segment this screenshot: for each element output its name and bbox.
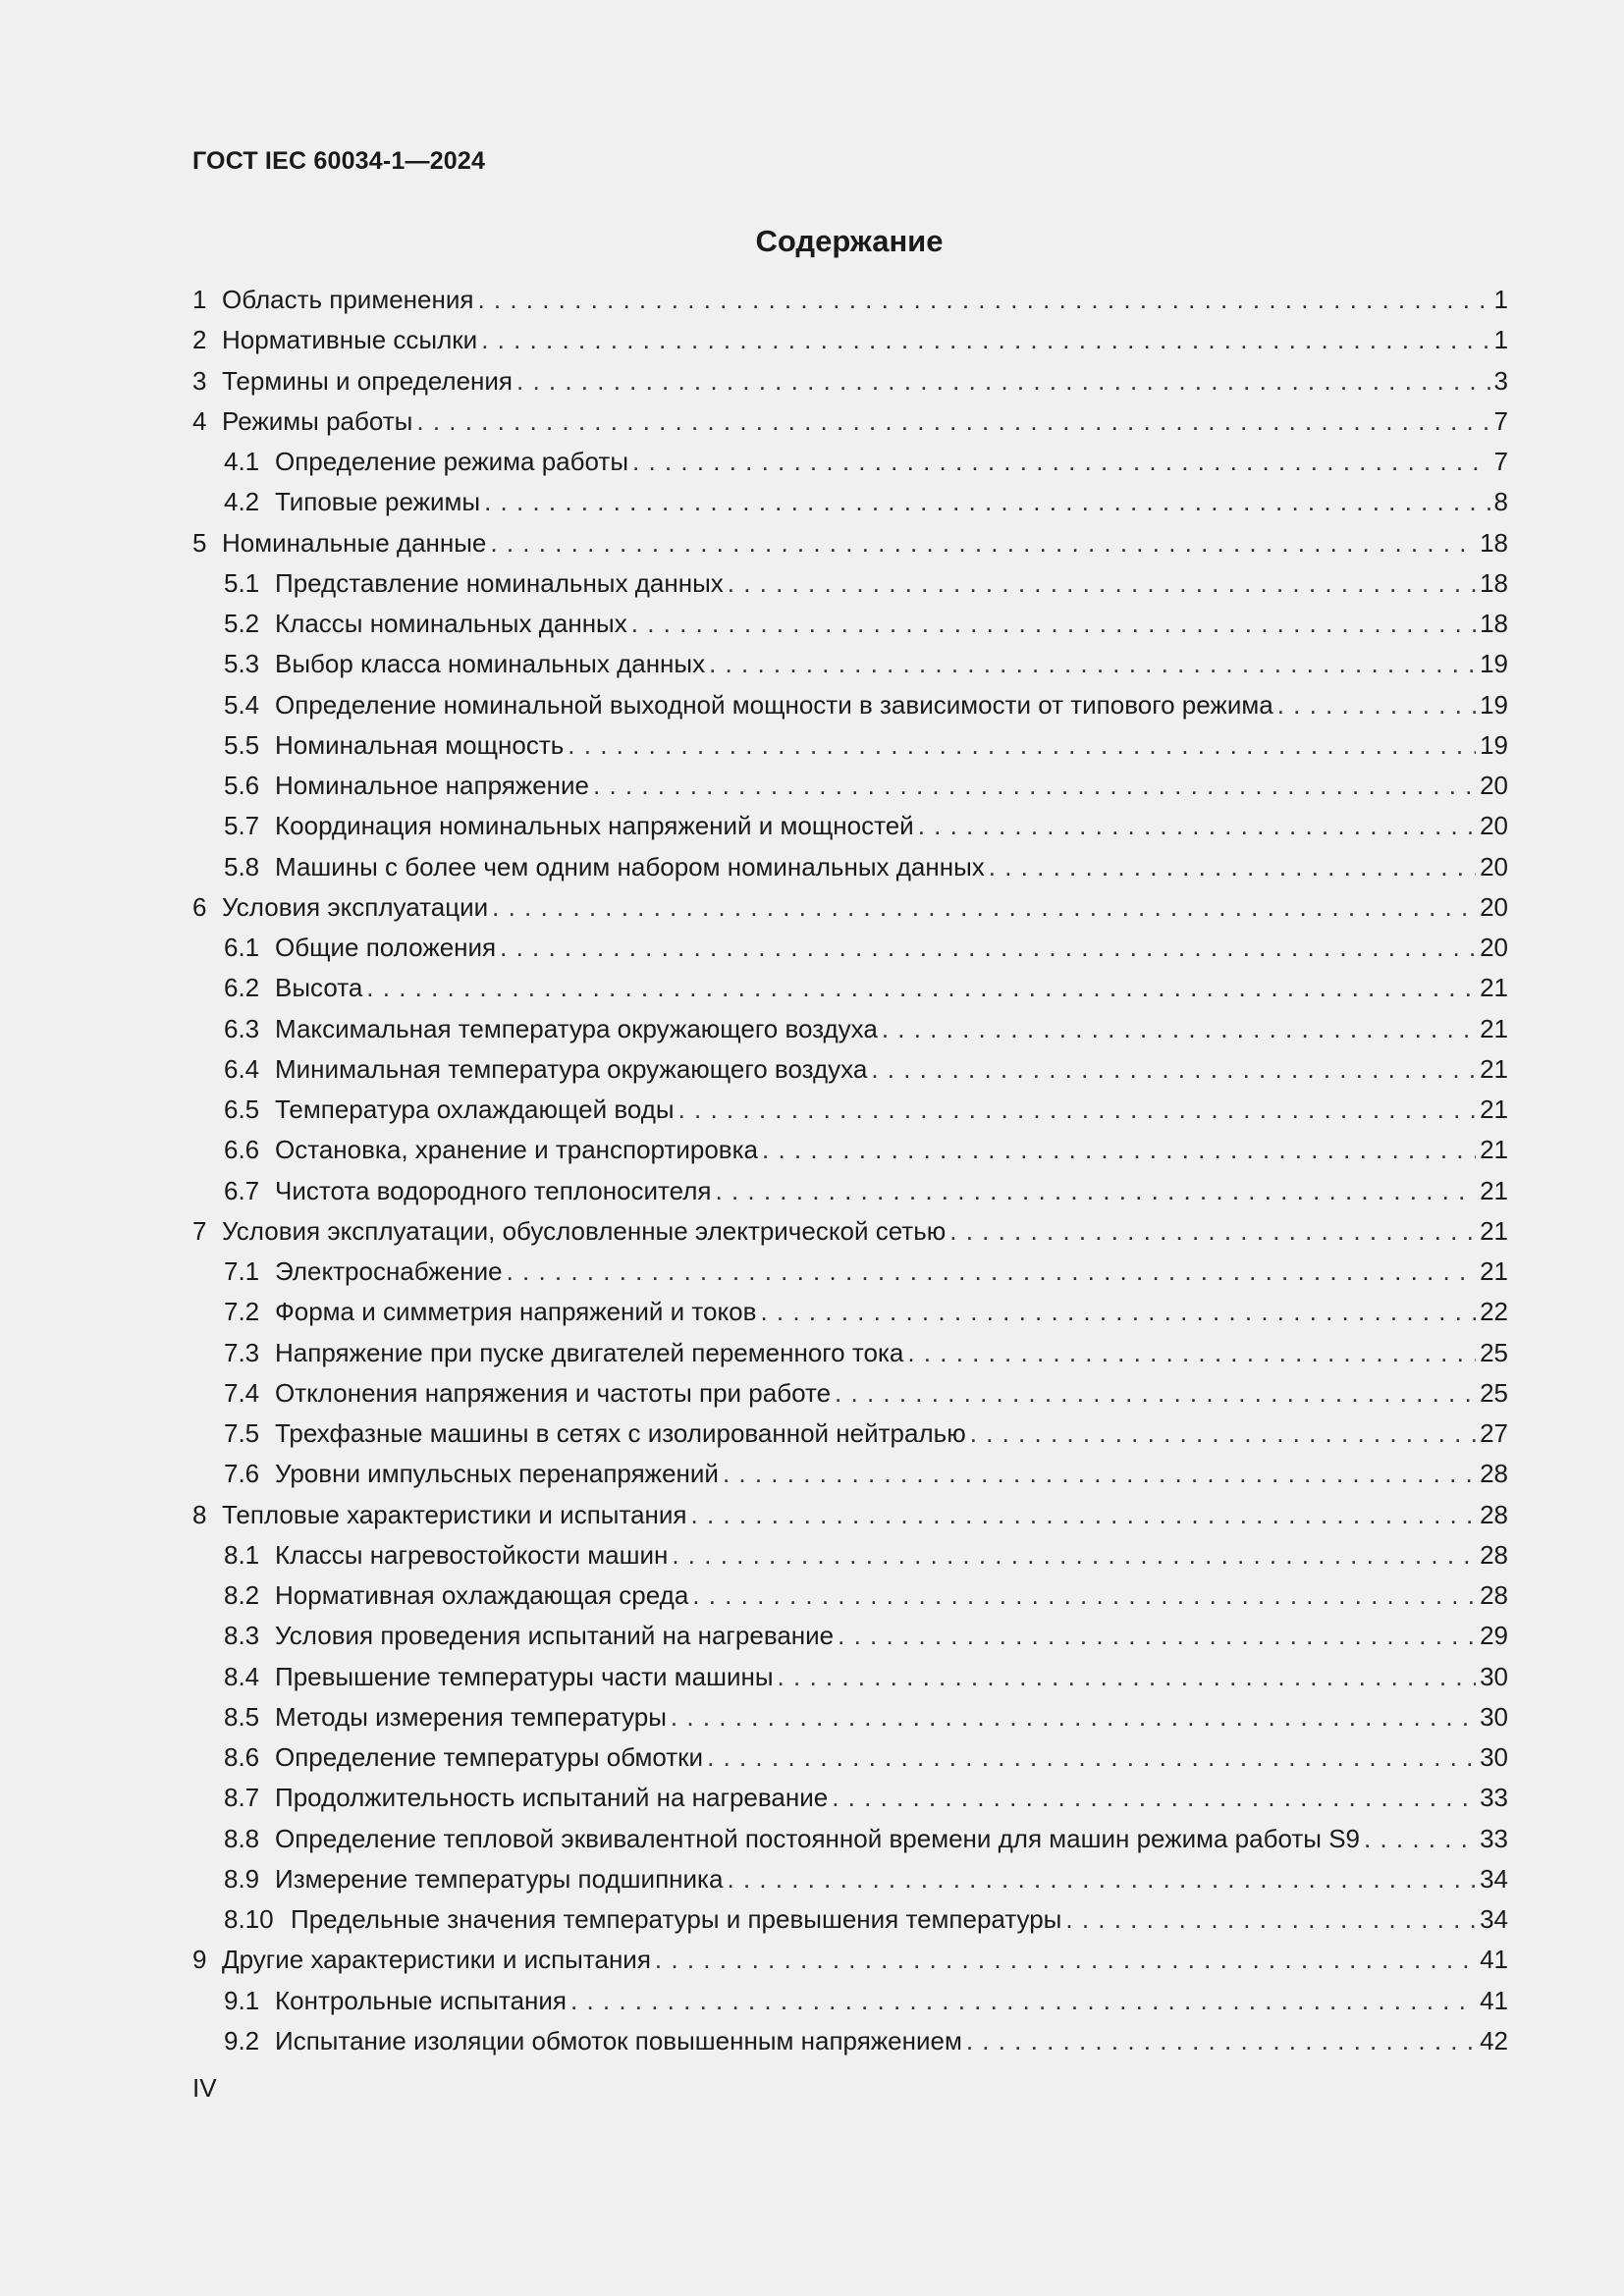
toc-dot-leader <box>918 811 1476 841</box>
toc-entry-title: Условия проведения испытаний на нагревание <box>275 1621 835 1651</box>
toc-entry-page: 8 <box>1493 487 1508 517</box>
toc-entry-title: Выбор класса номинальных данных <box>275 649 706 679</box>
toc-entry[interactable] <box>192 811 1508 851</box>
toc-entry[interactable] <box>192 1418 1508 1459</box>
toc-dot-leader <box>835 1378 1476 1409</box>
toc-dot-leader <box>707 1742 1476 1773</box>
toc-entry[interactable] <box>192 1904 1508 1945</box>
toc-entry[interactable] <box>192 1378 1508 1418</box>
toc-entry-page: 18 <box>1480 609 1508 638</box>
toc-entry-page: 22 <box>1480 1297 1508 1327</box>
toc-entry-number: 6.4 <box>224 1053 260 1084</box>
toc-dot-leader <box>632 447 1490 477</box>
toc-entry[interactable] <box>192 1095 1508 1135</box>
toc-entry-number: 8.1 <box>224 1539 260 1570</box>
toc-entry-number: 9 <box>192 1945 207 1975</box>
toc-entry[interactable] <box>192 528 1508 568</box>
toc-dot-leader <box>500 933 1476 963</box>
toc-entry-page: 21 <box>1480 1256 1508 1286</box>
toc-dot-leader <box>655 1945 1476 1975</box>
toc-entry-page: 34 <box>1480 1863 1508 1894</box>
toc-dot-leader <box>568 730 1476 761</box>
document-code: ГОСТ IEC 60034-1—2024 <box>192 147 486 175</box>
toc-dot-leader <box>516 366 1490 397</box>
toc-entry[interactable] <box>192 609 1508 649</box>
toc-dot-leader <box>907 1338 1476 1368</box>
toc-entry-page: 33 <box>1480 1783 1508 1813</box>
toc-entry-number: 7.1 <box>224 1256 260 1286</box>
toc-entry[interactable] <box>192 487 1508 527</box>
toc-entry[interactable] <box>192 366 1508 406</box>
toc-entry[interactable] <box>192 933 1508 973</box>
toc-dot-leader <box>1364 1824 1476 1854</box>
toc-entry[interactable] <box>192 1459 1508 1499</box>
toc-entry-page: 41 <box>1480 1985 1508 2015</box>
toc-entry[interactable] <box>192 447 1508 487</box>
toc-dot-leader <box>709 649 1476 679</box>
toc-entry-title: Превышение температуры части машины <box>275 1661 774 1691</box>
toc-entry-number: 8.6 <box>224 1742 260 1772</box>
toc-entry-title: Максимальная температура окружающего воздуха <box>275 1013 878 1043</box>
table-of-contents <box>192 285 1508 2066</box>
toc-dot-leader <box>838 1621 1476 1651</box>
toc-entry-title: Номинальные данные <box>222 527 487 558</box>
toc-dot-leader <box>970 1418 1476 1449</box>
toc-entry-title: Определение номинальной выходной мощности в зависимости от типового режима <box>275 689 1273 720</box>
toc-entry-page: 3 <box>1493 365 1508 396</box>
toc-entry-title: Методы измерения температуры <box>275 1701 667 1732</box>
toc-entry[interactable] <box>192 1864 1508 1904</box>
toc-entry[interactable] <box>192 892 1508 933</box>
toc-entry-number: 4 <box>192 405 207 436</box>
toc-entry[interactable] <box>192 973 1508 1013</box>
toc-entry[interactable] <box>192 1580 1508 1621</box>
toc-entry-title: Термины и определения <box>222 365 514 396</box>
page-number: IV <box>192 2073 217 2103</box>
toc-dot-leader <box>691 1500 1477 1530</box>
toc-entry[interactable] <box>192 1824 1508 1864</box>
toc-dot-leader <box>366 973 1476 1003</box>
toc-entry-page: 30 <box>1480 1742 1508 1772</box>
toc-dot-leader <box>671 1702 1476 1733</box>
toc-entry-title: Чистота водородного теплоносителя <box>275 1175 712 1205</box>
toc-dot-leader <box>832 1783 1476 1813</box>
toc-entry-page: 33 <box>1480 1823 1508 1853</box>
toc-entry-number: 5.7 <box>224 811 260 841</box>
toc-entry-number: 8.7 <box>224 1783 260 1813</box>
toc-entry-page: 34 <box>1480 1904 1508 1934</box>
toc-entry-number: 7.3 <box>224 1337 260 1367</box>
toc-dot-leader <box>989 852 1476 882</box>
toc-entry-title: Условия эксплуатации <box>222 891 489 922</box>
toc-entry-page: 7 <box>1493 405 1508 436</box>
toc-entry-number: 2 <box>192 325 207 355</box>
toc-entry-number: 8.10 <box>224 1904 274 1934</box>
toc-entry-number: 7.6 <box>224 1459 260 1489</box>
toc-entry-number: 5.1 <box>224 567 260 598</box>
toc-entry-number: 8.2 <box>224 1580 260 1610</box>
toc-entry[interactable] <box>192 325 1508 365</box>
toc-entry-page: 18 <box>1480 567 1508 598</box>
toc-entry[interactable] <box>192 1702 1508 1742</box>
toc-dot-leader <box>1065 1904 1476 1935</box>
toc-entry-number: 5.8 <box>224 851 260 881</box>
toc-entry-page: 20 <box>1480 811 1508 841</box>
toc-entry-title: Типовые режимы <box>275 487 481 517</box>
toc-entry[interactable] <box>192 730 1508 771</box>
toc-entry-page: 20 <box>1480 891 1508 922</box>
toc-entry[interactable] <box>192 1500 1508 1540</box>
toc-entry-title: Контрольные испытания <box>275 1985 567 2015</box>
toc-title: Содержание <box>755 224 944 258</box>
toc-dot-leader <box>570 1986 1476 2016</box>
toc-entry[interactable] <box>192 1783 1508 1823</box>
toc-entry-page: 19 <box>1480 689 1508 720</box>
toc-dot-leader <box>871 1054 1476 1085</box>
toc-dot-leader <box>762 1135 1476 1165</box>
toc-dot-leader <box>727 1864 1476 1895</box>
toc-entry-number: 8.3 <box>224 1621 260 1651</box>
toc-entry[interactable] <box>192 2026 1508 2066</box>
toc-entry-title: Общие положения <box>275 933 497 962</box>
toc-entry-number: 4.1 <box>224 447 260 476</box>
toc-entry-page: 20 <box>1480 851 1508 881</box>
toc-entry-number: 9.1 <box>224 1985 260 2015</box>
toc-entry-title: Нормативные ссылки <box>222 325 478 355</box>
toc-dot-leader <box>760 1297 1476 1327</box>
toc-entry-title: Напряжение при пуске двигателей переменного тока <box>275 1337 904 1367</box>
toc-entry-number: 7 <box>192 1215 207 1246</box>
toc-dot-leader <box>507 1256 1477 1287</box>
toc-entry-page: 28 <box>1480 1459 1508 1489</box>
toc-entry-number: 3 <box>192 365 207 396</box>
toc-entry-page: 7 <box>1493 447 1508 476</box>
toc-entry[interactable] <box>192 771 1508 811</box>
toc-entry-title: Определение температуры обмотки <box>275 1742 704 1772</box>
toc-entry[interactable] <box>192 1256 1508 1297</box>
toc-dot-leader <box>492 892 1476 923</box>
toc-dot-leader <box>882 1014 1476 1044</box>
toc-entry[interactable] <box>192 1216 1508 1256</box>
toc-dot-leader <box>966 2026 1476 2056</box>
toc-entry-page: 20 <box>1480 771 1508 800</box>
toc-entry-number: 6.7 <box>224 1175 260 1205</box>
toc-entry-number: 5 <box>192 527 207 558</box>
toc-entry-page: 28 <box>1480 1580 1508 1610</box>
toc-entry-page: 21 <box>1480 1215 1508 1246</box>
toc-entry-page: 27 <box>1480 1418 1508 1448</box>
toc-dot-leader <box>716 1176 1477 1206</box>
toc-entry-page: 42 <box>1480 2025 1508 2056</box>
toc-dot-leader <box>490 528 1476 559</box>
toc-entry-number: 8.9 <box>224 1863 260 1894</box>
toc-entry-title: Классы номинальных данных <box>275 609 627 638</box>
toc-entry-number: 5.6 <box>224 771 260 800</box>
toc-entry-title: Электроснабжение <box>275 1256 503 1286</box>
toc-entry[interactable] <box>192 568 1508 609</box>
toc-entry-title: Координация номинальных напряжений и мощностей <box>275 811 914 841</box>
toc-entry-page: 20 <box>1480 933 1508 962</box>
toc-entry[interactable] <box>192 1297 1508 1337</box>
toc-entry[interactable] <box>192 1986 1508 2026</box>
toc-entry-page: 21 <box>1480 1095 1508 1124</box>
toc-dot-leader <box>1277 690 1476 721</box>
toc-entry-title: Измерение температуры подшипника <box>275 1863 724 1894</box>
toc-entry-number: 8.8 <box>224 1823 260 1853</box>
toc-entry-title: Тепловые характеристики и испытания <box>222 1499 687 1529</box>
toc-entry-title: Трехфазные машины в сетях с изолированной нейтралью <box>275 1418 966 1448</box>
toc-entry[interactable] <box>192 285 1508 325</box>
toc-entry-page: 21 <box>1480 1013 1508 1043</box>
toc-entry-title: Номинальное напряжение <box>275 771 590 800</box>
toc-entry[interactable] <box>192 1945 1508 1985</box>
toc-entry-page: 28 <box>1480 1499 1508 1529</box>
toc-dot-leader <box>692 1580 1476 1611</box>
toc-dot-leader <box>481 325 1489 355</box>
toc-entry-title: Испытание изоляции обмоток повышенным напряжением <box>275 2025 962 2056</box>
toc-entry-title: Минимальная температура окружающего воздуха <box>275 1053 868 1084</box>
toc-entry-number: 1 <box>192 285 207 314</box>
toc-dot-leader <box>678 1095 1476 1125</box>
toc-entry-page: 25 <box>1480 1337 1508 1367</box>
toc-entry-title: Высота <box>275 973 363 1003</box>
toc-entry-number: 6.1 <box>224 933 260 962</box>
toc-entry-number: 5.5 <box>224 729 260 760</box>
toc-entry[interactable] <box>192 1540 1508 1580</box>
toc-dot-leader <box>949 1216 1476 1247</box>
toc-entry-title: Представление номинальных данных <box>275 567 724 598</box>
toc-dot-leader <box>416 406 1489 437</box>
toc-entry-number: 6.3 <box>224 1013 260 1043</box>
toc-entry-number: 8 <box>192 1499 207 1529</box>
toc-entry-number: 6 <box>192 891 207 922</box>
toc-entry-number: 5.3 <box>224 649 260 679</box>
toc-entry-page: 1 <box>1493 285 1508 314</box>
toc-dot-leader <box>778 1662 1477 1692</box>
toc-entry-page: 19 <box>1480 649 1508 679</box>
toc-entry[interactable] <box>192 649 1508 689</box>
toc-entry[interactable] <box>192 1054 1508 1095</box>
toc-dot-leader <box>477 285 1489 315</box>
toc-entry-number: 8.5 <box>224 1701 260 1732</box>
toc-entry[interactable] <box>192 1014 1508 1054</box>
toc-entry-title: Режимы работы <box>222 405 413 436</box>
toc-entry[interactable] <box>192 690 1508 730</box>
toc-entry-title: Отклонения напряжения и частоты при работе <box>275 1377 832 1408</box>
toc-entry-page: 29 <box>1480 1621 1508 1651</box>
toc-entry-title: Условия эксплуатации, обусловленные электрической сетью <box>222 1215 947 1246</box>
toc-entry-number: 7.4 <box>224 1377 260 1408</box>
toc-entry-page: 21 <box>1480 973 1508 1003</box>
toc-entry-page: 21 <box>1480 1175 1508 1205</box>
toc-entry-title: Предельные значения температуры и превышения температуры <box>291 1904 1062 1934</box>
toc-entry-page: 21 <box>1480 1053 1508 1084</box>
toc-entry-page: 18 <box>1480 527 1508 558</box>
toc-entry-title: Определение тепловой эквивалентной постоянной времени для машин режима работы S9 <box>275 1823 1360 1853</box>
toc-entry-number: 6.6 <box>224 1135 260 1165</box>
toc-entry-title: Остановка, хранение и транспортировка <box>275 1135 759 1165</box>
toc-entry-title: Определение режима работы <box>275 447 629 476</box>
toc-entry-page: 21 <box>1480 1135 1508 1165</box>
toc-entry-page: 19 <box>1480 729 1508 760</box>
toc-entry-title: Другие характеристики и испытания <box>222 1945 651 1975</box>
toc-entry-number: 6.5 <box>224 1095 260 1124</box>
toc-dot-leader <box>672 1540 1476 1571</box>
toc-entry-page: 28 <box>1480 1539 1508 1570</box>
toc-entry-title: Машины с более чем одним набором номинальных данных <box>275 851 985 881</box>
toc-entry-number: 8.4 <box>224 1661 260 1691</box>
toc-entry-page: 41 <box>1480 1945 1508 1975</box>
toc-entry-page: 25 <box>1480 1377 1508 1408</box>
toc-dot-leader <box>593 771 1476 801</box>
toc-entry-number: 7.5 <box>224 1418 260 1448</box>
toc-entry-title: Классы нагревостойкости машин <box>275 1539 669 1570</box>
toc-dot-leader <box>728 568 1476 599</box>
toc-entry-number: 5.4 <box>224 689 260 720</box>
toc-dot-leader <box>631 609 1476 639</box>
toc-entry-title: Уровни импульсных перенапряжений <box>275 1459 719 1489</box>
toc-entry[interactable] <box>192 1135 1508 1175</box>
toc-entry[interactable] <box>192 852 1508 892</box>
toc-entry-title: Форма и симметрия напряжений и токов <box>275 1297 757 1327</box>
toc-entry-page: 1 <box>1493 325 1508 355</box>
toc-entry[interactable] <box>192 1621 1508 1661</box>
toc-entry-title: Нормативная охлаждающая среда <box>275 1580 689 1610</box>
toc-entry-number: 6.2 <box>224 973 260 1003</box>
toc-entry[interactable] <box>192 406 1508 447</box>
toc-entry[interactable] <box>192 1176 1508 1216</box>
toc-entry-title: Продолжительность испытаний на нагревание <box>275 1783 829 1813</box>
toc-dot-leader <box>723 1459 1476 1489</box>
toc-entry-title: Область применения <box>222 285 474 314</box>
toc-entry-number: 5.2 <box>224 609 260 638</box>
toc-entry[interactable] <box>192 1662 1508 1702</box>
toc-entry-page: 30 <box>1480 1661 1508 1691</box>
toc-entry-number: 4.2 <box>224 487 260 517</box>
toc-entry[interactable] <box>192 1742 1508 1783</box>
toc-entry-number: 7.2 <box>224 1297 260 1327</box>
toc-entry-title: Температура охлаждающей воды <box>275 1095 675 1124</box>
toc-entry-page: 30 <box>1480 1701 1508 1732</box>
toc-entry[interactable] <box>192 1338 1508 1378</box>
toc-entry-number: 9.2 <box>224 2025 260 2056</box>
toc-entry-title: Номинальная мощность <box>275 729 565 760</box>
toc-dot-leader <box>484 487 1489 517</box>
